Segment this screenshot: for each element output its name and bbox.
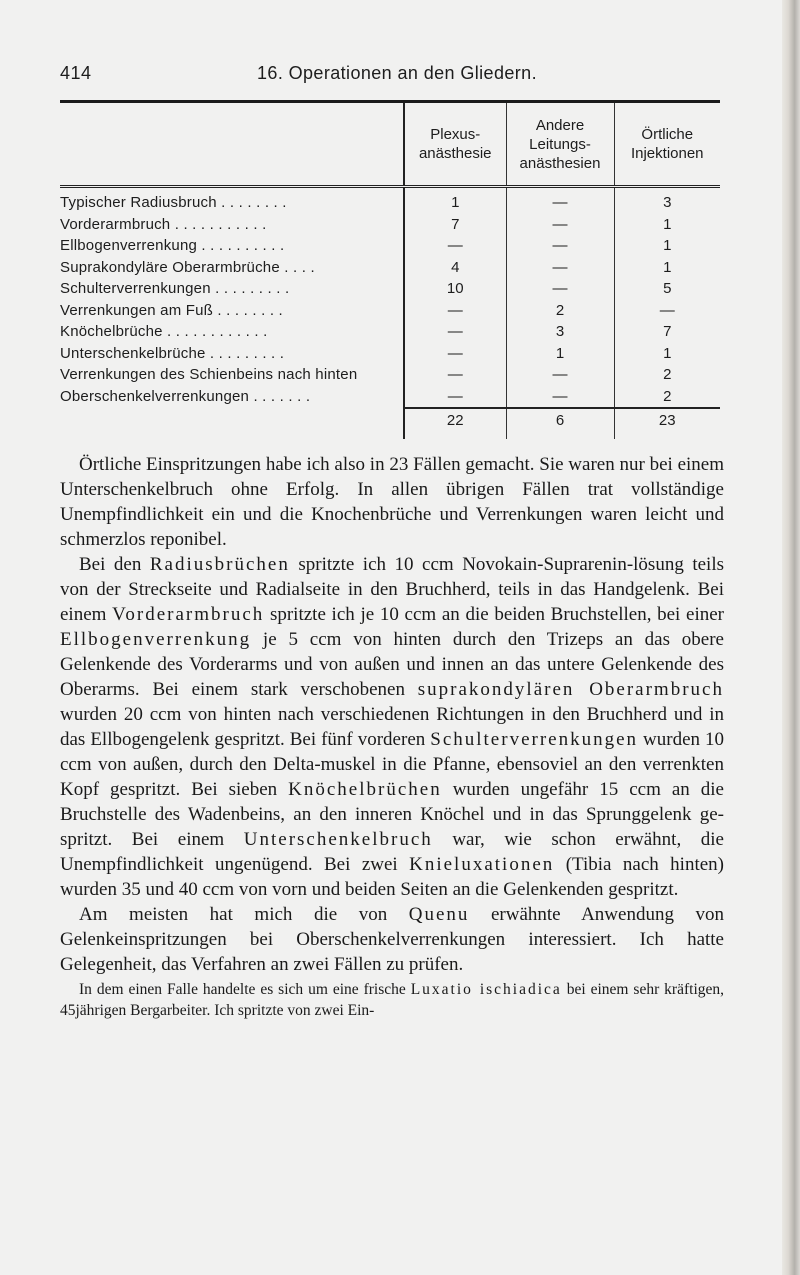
cell-oertliche: 1 — [614, 214, 720, 236]
paragraph-2 — [60, 552, 724, 902]
emphasis-term: Unterschenkelbruch — [243, 829, 433, 850]
cell-andere: — — [506, 235, 614, 257]
emphasis-term: Knieluxationen — [409, 854, 555, 875]
cell-andere: — — [506, 214, 614, 236]
paragraph-2-text: wurden ungefähr 15 ccm an die Bruchstelle des Wadenbeins, an den inneren Knöchel und in das Sprunggelenk ge-spritzt. Bei einem — [60, 779, 724, 850]
emphasis-term: Knöchelbrüchen — [288, 779, 442, 800]
statistics-table-wrap — [60, 100, 720, 442]
cell-oertliche: 1 — [614, 257, 720, 279]
total-plexus: 22 — [404, 408, 506, 439]
paragraph-2-text: spritzte ich 10 ccm Novokain-Suprarenin-lösung teils von der Streckseite und Radialseite in den Bruchherd, teils in das Handgelenk. Bei einem — [60, 554, 724, 625]
running-title: 16. Operationen an den Gliedern. — [257, 63, 537, 83]
emphasis-term: Radiusbrüchen — [149, 554, 290, 575]
total-oertliche: 23 — [614, 408, 720, 439]
emphasis-author: Quenu — [408, 904, 470, 925]
paragraph-3 — [60, 902, 724, 977]
cell-plexus: 7 — [404, 214, 506, 236]
row-label: Schulterverrenkungen . . . . . . . . . — [60, 280, 290, 297]
cell-andere: — — [506, 386, 614, 409]
cell-oertliche: 1 — [614, 343, 720, 365]
cell-andere: — — [506, 187, 614, 214]
total-label-empty — [60, 408, 404, 439]
cell-oertliche: 2 — [614, 364, 720, 386]
row-label: Oberschenkelverrenkungen . . . . . . . — [60, 388, 311, 405]
cell-plexus: — — [404, 343, 506, 365]
paragraph-2-text: wurden 10 ccm von außen, durch den Delta-muskel in die Pfanne, ebensoviel an den verrenkten Kopf gespritzt. Bei sieben — [60, 729, 724, 800]
table-header-row — [60, 103, 720, 187]
emphasis-term: Schulterverrenkungen — [430, 729, 639, 750]
cell-plexus: — — [404, 321, 506, 343]
cell-andere: — — [506, 257, 614, 279]
cell-plexus: 4 — [404, 257, 506, 279]
row-label: Suprakondyläre Oberarmbrüche . . . . — [60, 258, 315, 276]
cell-andere: — — [506, 364, 614, 386]
emphasis-term: suprakondylären Oberarmbruch — [417, 679, 724, 700]
table-row — [60, 235, 720, 257]
cell-plexus: — — [404, 300, 506, 322]
cell-andere: 1 — [506, 343, 614, 365]
cell-oertliche: 3 — [614, 187, 720, 214]
paragraph-2-text: spritzte ich je 10 ccm an die beiden Bruchstellen, bei einer — [264, 604, 724, 625]
table-row — [60, 187, 720, 214]
table-row — [60, 343, 720, 365]
row-label: Knöchelbrüche . . . . . . . . . . . . — [60, 323, 268, 340]
emphasis-term: Vorderarmbruch — [112, 604, 265, 625]
table-row — [60, 300, 720, 322]
page-number: 414 — [60, 63, 92, 83]
row-label: Verrenkungen des Schienbeins nach hinten — [60, 366, 358, 383]
emphasis-term: Luxatio ischiadica — [410, 981, 562, 998]
statistics-table — [60, 100, 720, 439]
paragraph-1: Örtliche Einspritzungen habe ich also in 23 Fällen gemacht. Sie waren nur bei einem Unterschenkelbruch ohne Erfolg. In allen übrigen Fällen trat vollständige Unempfindlichkeit ein und die Knochenbrüche und Verrenkungen waren leicht und schmerzlos reponibel. — [60, 454, 724, 550]
row-label: Ellbogenverrenkung . . . . . . . . . . — [60, 237, 285, 254]
table-header-andere: Andere Leitungs- anästhesien — [506, 103, 614, 187]
table-header-oertliche: Örtliche Injektionen — [614, 103, 720, 187]
paragraph-2-text: wurden 20 ccm von hinten nach verschiedenen Richtungen in den Bruchherd und in das Ellbogengelenk gespritzt. Bei fünf vorderen — [60, 704, 724, 750]
emphasis-term: Ellbogenverrenkung — [60, 629, 252, 650]
cell-andere: — — [506, 278, 614, 300]
cell-plexus: — — [404, 364, 506, 386]
table-header-empty — [60, 103, 404, 187]
paragraph-2-text: war, wie schon erwähnt, die Unempfindlichkeit ungenügend. Bei zwei — [60, 829, 724, 875]
paragraph-3-text: erwähnte Anwendung von Gelenkeinspritzungen bei Oberschenkelverrenkungen interessiert. Ich hatte Gelegenheit, das Verfahren an zwei Fällen zu prüfen. — [60, 904, 724, 975]
cell-plexus: — — [404, 386, 506, 409]
paragraph-4-text: bei einem sehr kräftigen, 45jährigen Bergarbeiter. Ich spritzte von zwei Ein- — [60, 981, 725, 1019]
table-row — [60, 364, 720, 386]
row-label: Vorderarmbruch . . . . . . . . . . . — [60, 215, 267, 233]
cell-andere: 2 — [506, 300, 614, 322]
table-row — [60, 278, 720, 300]
paragraph-2-text: Bei den — [79, 554, 150, 575]
cell-plexus: — — [404, 235, 506, 257]
row-label: Unterschenkelbrüche . . . . . . . . . — [60, 344, 285, 362]
body-text — [60, 452, 724, 1021]
cell-oertliche: 2 — [614, 386, 720, 409]
cell-plexus: 10 — [404, 278, 506, 300]
paragraph-2-text: je 5 ccm von hinten durch den Trizeps an das obere Gelenkende des Vorderarms und von außen und innen an das untere Gelenkende des Oberarms. Bei einem stark verschobenen — [60, 629, 724, 700]
table-total-row — [60, 408, 720, 439]
cell-oertliche: 5 — [614, 278, 720, 300]
row-label: Verrenkungen am Fuß . . . . . . . . — [60, 301, 283, 319]
paragraph-3-text: Am meisten hat mich die von — [79, 904, 409, 925]
paragraph-4-text: In dem einen Falle handelte es sich um eine frische — [79, 981, 411, 998]
paragraph-4-small — [60, 979, 724, 1021]
table-row — [60, 386, 720, 409]
page-edge-shadow — [782, 0, 800, 1275]
table-header-plexus: Plexus- anästhesie — [404, 103, 506, 187]
total-andere: 6 — [506, 408, 614, 439]
page-header — [60, 63, 740, 91]
row-label: Typischer Radiusbruch . . . . . . . . — [60, 194, 287, 211]
cell-plexus: 1 — [404, 187, 506, 214]
table-row — [60, 257, 720, 279]
table-row — [60, 321, 720, 343]
table-row — [60, 214, 720, 236]
cell-oertliche: — — [614, 300, 720, 322]
cell-andere: 3 — [506, 321, 614, 343]
paragraph-2-text: (Tibia nach hinten) wurden 35 und 40 ccm von vorn und beiden Seiten an die Gelenkenden gespritzt. — [60, 854, 724, 900]
cell-oertliche: 1 — [614, 235, 720, 257]
cell-oertliche: 7 — [614, 321, 720, 343]
